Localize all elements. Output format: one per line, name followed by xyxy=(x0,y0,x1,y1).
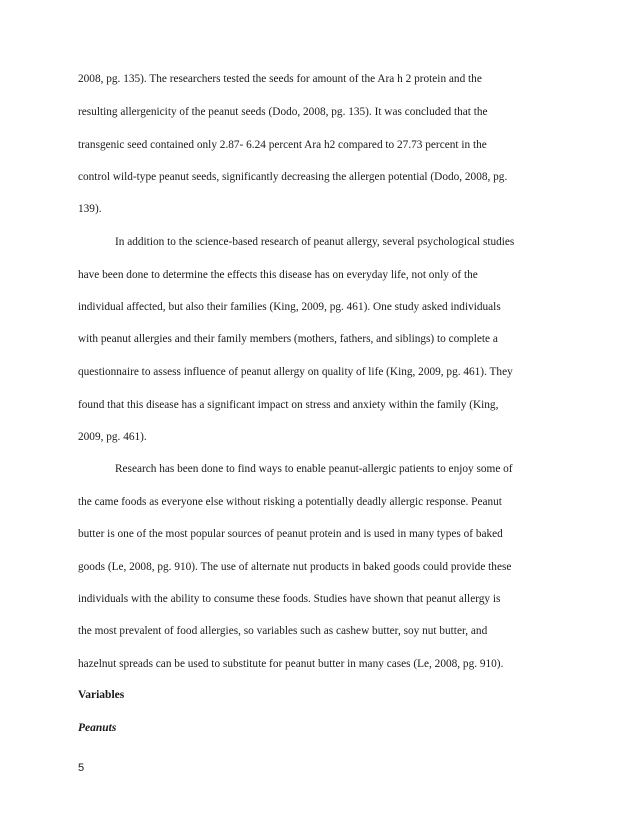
subsection-heading: Peanuts xyxy=(78,722,117,734)
paragraph-line: 2008, pg. 135). The researchers tested the seeds for amount of the Ara h 2 protein and the xyxy=(78,73,482,85)
paragraph-line: have been done to determine the effects this disease has on everyday life, not only of the xyxy=(78,269,478,281)
paragraph-line: resulting allergenicity of the peanut seeds (Dodo, 2008, pg. 135). It was concluded that the xyxy=(78,106,488,118)
paragraph-line: 139). xyxy=(78,203,102,215)
section-heading: Variables xyxy=(78,689,125,701)
paragraph-line: questionnaire to assess influence of peanut allergy on quality of life (King, 2009, pg. 461). They xyxy=(78,366,513,378)
paragraph-line: the most prevalent of food allergies, so variables such as cashew butter, soy nut butter, and xyxy=(78,625,488,637)
paragraph-line: the came foods as everyone else without risking a potentially deadly allergic response. Peanut xyxy=(78,496,502,508)
paragraph-line: individuals with the ability to consume these foods. Studies have shown that peanut allergy is xyxy=(78,593,501,605)
paragraph-line: Research has been done to find ways to enable peanut-allergic patients to enjoy some of xyxy=(115,463,513,475)
paragraph-line: In addition to the science-based research of peanut allergy, several psychological studies xyxy=(115,236,515,248)
paragraph-line: hazelnut spreads can be used to substitute for peanut butter in many cases (Le, 2008, pg. 910). xyxy=(78,658,504,670)
paragraph-line: butter is one of the most popular sources of peanut protein and is used in many types of baked xyxy=(78,528,503,540)
paragraph-line: transgenic seed contained only 2.87- 6.24 percent Ara h2 compared to 27.73 percent in the xyxy=(78,139,487,151)
paragraph-line: control wild-type peanut seeds, significantly decreasing the allergen potential (Dodo, 2008, pg. xyxy=(78,171,508,183)
page-number: 5 xyxy=(78,762,85,774)
paragraph-line: found that this disease has a significant impact on stress and anxiety within the family (King, xyxy=(78,399,499,411)
paragraph-line: individual affected, but also their families (King, 2009, pg. 461). One study asked individuals xyxy=(78,301,501,313)
paragraph-line: goods (Le, 2008, pg. 910). The use of alternate nut products in baked goods could provide these xyxy=(78,561,512,573)
paragraph-line: 2009, pg. 461). xyxy=(78,431,147,443)
paragraph-line: with peanut allergies and their family members (mothers, fathers, and siblings) to complete a xyxy=(78,333,498,345)
